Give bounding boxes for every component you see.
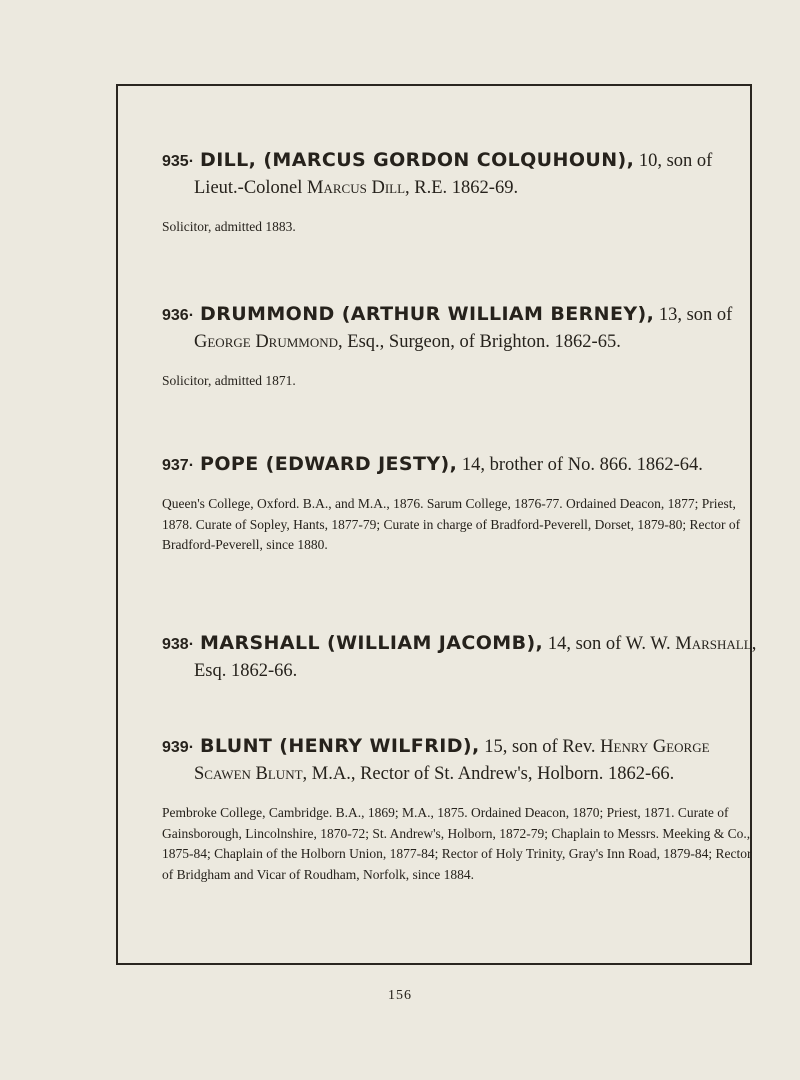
entry-number: 935· — [162, 153, 195, 170]
register-entry-938 — [162, 630, 760, 685]
entry-number: 939· — [162, 739, 195, 756]
entry-heading — [162, 451, 760, 479]
entry-heading-smallcaps: Marshall — [675, 634, 752, 654]
entry-heading-tail: , Esq. 1862-66. — [194, 634, 757, 681]
entry-heading-tail: , M.A., Rector of St. Andrew's, Holborn. 1862-66. — [302, 764, 675, 784]
entry-detail: Solicitor, admitted 1871. — [162, 373, 296, 388]
entry-heading-smallcaps: George Drummond — [194, 332, 339, 352]
entry-heading-smallcaps: Marcus Dill — [307, 178, 406, 198]
entry-heading-smallcaps: Henry George Scawen Blunt — [194, 737, 710, 784]
entry-detail: Solicitor, admitted 1883. — [162, 219, 296, 234]
entry-name: MARSHALL (WILLIAM JACOMB), — [200, 632, 544, 654]
entry-number: 938· — [162, 636, 195, 653]
entry-heading-text: 15, son of Rev. — [479, 737, 601, 757]
entry-name: BLUNT (HENRY WILFRID), — [200, 735, 480, 757]
register-entry-936 — [162, 301, 760, 392]
entry-name: POPE (EDWARD JESTY), — [200, 453, 458, 475]
register-entry-939 — [162, 733, 760, 885]
entry-heading — [162, 733, 760, 788]
entry-number: 936· — [162, 307, 195, 324]
entry-heading-text: 13, son of — [654, 305, 733, 325]
register-entry-937 — [162, 451, 760, 556]
entry-heading-text: 14, son of W. W. — [543, 634, 676, 654]
entry-heading-text: 14, brother of No. — [457, 455, 600, 475]
register-entry-935 — [162, 147, 760, 238]
entry-name: DRUMMOND (ARTHUR WILLIAM BERNEY), — [200, 303, 655, 325]
entry-heading — [162, 301, 760, 356]
page-number: 156 — [388, 988, 412, 1003]
entry-heading-tail: , Esq., Surgeon, of Brighton. 1862-65. — [338, 332, 621, 352]
entry-heading — [162, 630, 760, 685]
entry-heading — [162, 147, 760, 202]
entry-heading-smallcaps: 866 — [599, 455, 628, 475]
entry-heading-tail: . 1862-64. — [627, 455, 703, 475]
entry-heading-text: 10, son of Lieut.-Colonel — [194, 151, 713, 198]
entry-name: DILL, (MARCUS GORDON COLQUHOUN), — [200, 149, 635, 171]
entry-number: 937· — [162, 457, 195, 474]
entry-heading-tail: , R.E. 1862-69. — [405, 178, 519, 198]
entry-detail: Pembroke College, Cambridge. B.A., 1869; M.A., 1875. Ordained Deacon, 1870; Priest, 1871. Curate of Gainsborough, Lincolnshire, 1870-72; St. Andrew's, Holborn, 1872-79; Chaplain to Messrs. Meeking & Co., 1875-84; Chaplain of the Holborn Union, 1877-84; Rector of Holy Trinity, Gray's Inn Road, 1879-84; Rector of Bridgham and Vicar of Roudham, Norfolk, since 1884. — [162, 805, 752, 882]
entry-detail: Queen's College, Oxford. B.A., and M.A., 1876. Sarum College, 1876-77. Ordained Deacon, 1877; Priest, 1878. Curate of Sopley, Hants, 1877-79; Curate in charge of Bradford-Peverell, Dorset, 1879-80; Rector of Bradford-Peverell, since 1880. — [162, 496, 741, 552]
